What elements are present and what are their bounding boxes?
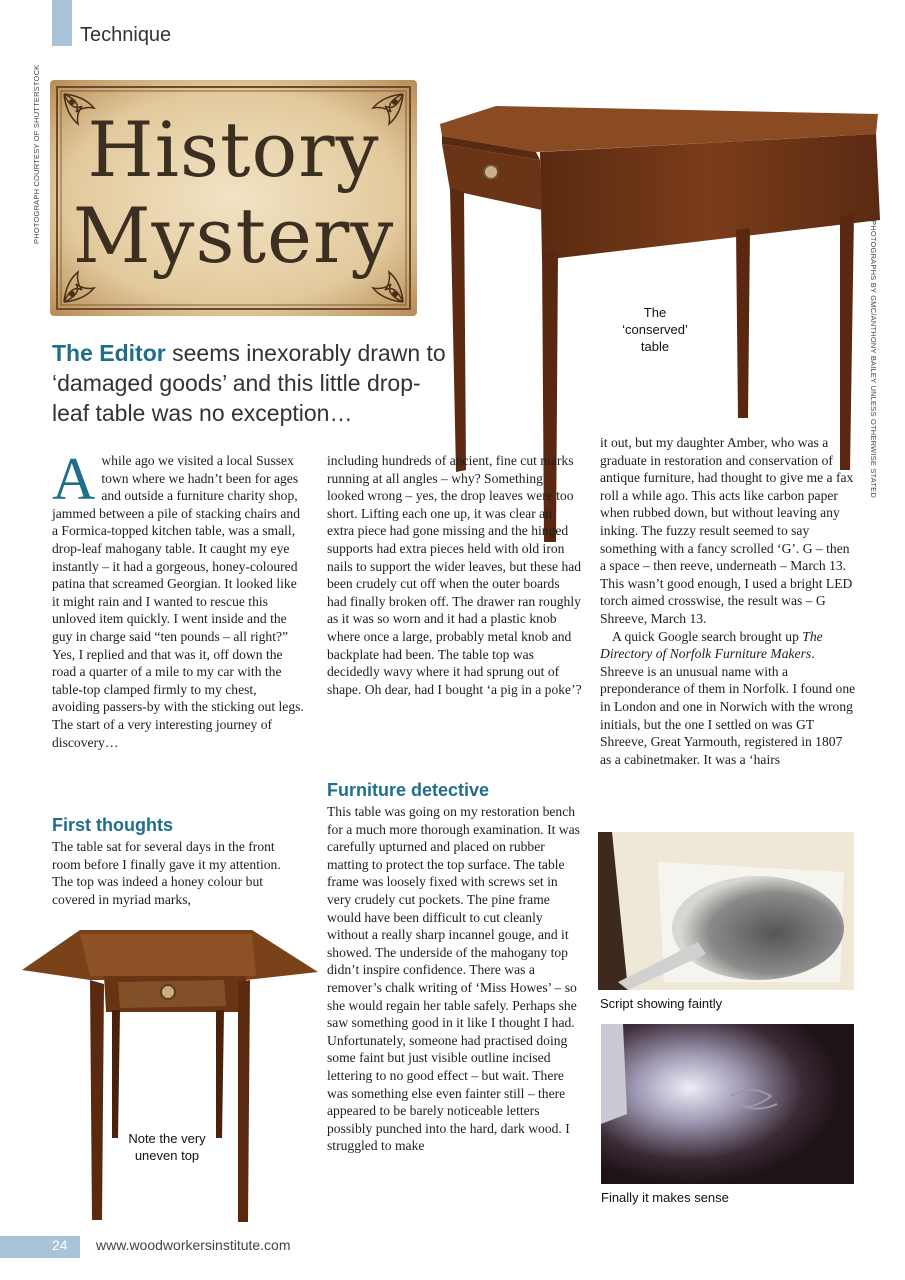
- heading-first-thoughts: First thoughts: [52, 815, 173, 835]
- sign-title-line1: History: [87, 105, 380, 194]
- page-number: 24: [52, 1237, 68, 1253]
- caption-conserved: The ‘conserved’ table: [622, 305, 688, 354]
- drop-cap: A: [52, 446, 96, 512]
- heading-furniture-detective: Furniture detective: [327, 780, 490, 800]
- sign-title-line2: Mystery: [72, 191, 395, 280]
- photo-credit-left: PHOTOGRAPH COURTESY OF SHUTTERSTOCK: [32, 64, 41, 244]
- col3-p2: [600, 628, 856, 769]
- photo-credit-right: PHOTOGRAPHS BY GMC/ANTHONY BAILEY UNLESS OTHERWISE STATED: [869, 220, 878, 498]
- directory-title: The Directory of Norfolk Furniture Makers: [600, 628, 823, 662]
- article-column-1: [52, 446, 304, 751]
- col3-p1: it out, but my daughter Amber, who was a graduate in restoration and conservation of antique furniture, had thought to give me a fax roll a while ago. This acts like carbon paper when rubbed down, but without leaving any inking. The fuzzy result seemed to say something with a fancy scrolled ‘G’. G – then a space – then reeve, underneath – March 13. This wasn’t good enough, I used a bright LED torch aimed crosswise, the result was – G Shreeve, March 13.: [600, 435, 854, 626]
- article-column-2: [327, 452, 582, 698]
- standfirst-author: The Editor: [52, 340, 166, 366]
- col3-p2-a: A quick Google search brought up: [612, 628, 803, 644]
- col1-intro: while ago we visited a local Sussex town where we hadn’t been for ages and outside a furniture charity shop, jammed between a pile of stacking chairs and a Formica-topped kitchen table, was a small, drop-leaf mahogany table. It caught my eye instantly – it had a gorgeous, honey-coloured patina that screamed Georgian. It looked like it might rain and I wanted to rescue this unloved item quickly. I went inside and the guy in charge said “ten pounds – all right?” Yes, I replied and that was it, off down the road a quarter of a mile to my car with the table-top clamped firmly to my chest, avoiding passers-by with the sticking out legs. The start of a very interesting journey of discovery…: [52, 453, 304, 750]
- history-mystery-sign: [50, 80, 417, 316]
- caption-sense: Finally it makes sense: [601, 1190, 729, 1205]
- caption-uneven: Note the very uneven top: [128, 1131, 206, 1163]
- caption-script: Script showing faintly: [600, 996, 723, 1011]
- col1-first-thoughts: [52, 838, 304, 908]
- col2-top: including hundreds of ancient, fine cut marks running at all angles – why? Something looked wrong – yes, the drop leaves were too short. Lifting each one up, it was clear an extra piece had gone missing and the hinged supports had extra pieces held with old iron nails to support the wider leaves, but these had been crudely cut off when the outer boards had finally broken off. The drawer ran roughly as it was so worn and it had a plastic knob where once a large, probably metal knob and backplate had been. The table top was decidedly wavy where it had sprung out of shape. Oh dear, had I bought ‘a pig in a poke’?: [327, 453, 582, 697]
- col3-p2-b: . Shreeve is an unusual name with a preponderance of them in Norfolk. I found one in London and one in Norwich with the wrong initials, but the one I settled on was GT Shreeve, Great Yarmouth, registered in 1807 as a cabinetmaker. It was a ‘hairs: [600, 646, 856, 767]
- col2-detective-text: This table was going on my restoration bench for a much more thorough examination. It was carefully upturned and placed on rubber matting to protect the top surface. The table frame was loosely fixed with screws set in very crudely cut pockets. The pine frame would have been difficult to cut cleanly without a really sharp incannel gouge, and it showed. The underside of the mahogany top didn’t inspire confidence. There was a remover’s chalk writing of ‘Miss Howes’ – so she would regain her table safely. Perhaps she saw something good in it like I thought I had. Unfortunately, someone had practised doing some faint but just visible outline incised lettering to no good effect – but wait. There was something else even fainter still – there appeared to be barely noticeable letters possibly punched into the hard, dark wood. I struggled to make: [327, 804, 580, 1154]
- footer-url[interactable]: www.woodworkersinstitute.com: [96, 1237, 291, 1253]
- torch-light-photo: [601, 1024, 854, 1184]
- footer-bar: [0, 1236, 80, 1258]
- uneven-table-photo: [20, 924, 320, 1228]
- script-rubbing-photo: [598, 832, 854, 990]
- col2-detective: [327, 803, 582, 1155]
- section-label: Technique: [80, 24, 172, 46]
- standfirst-text: seems inexorably drawn to ‘damaged goods’ and this little drop-leaf table was no exception…: [52, 340, 446, 426]
- col1-first-text: The table sat for several days in the front room before I finally gave it my attention. The top was indeed a honey colour but covered in myriad marks,: [52, 839, 281, 907]
- section-bar: [52, 0, 72, 46]
- article-column-3: [600, 434, 856, 768]
- standfirst: [52, 338, 452, 428]
